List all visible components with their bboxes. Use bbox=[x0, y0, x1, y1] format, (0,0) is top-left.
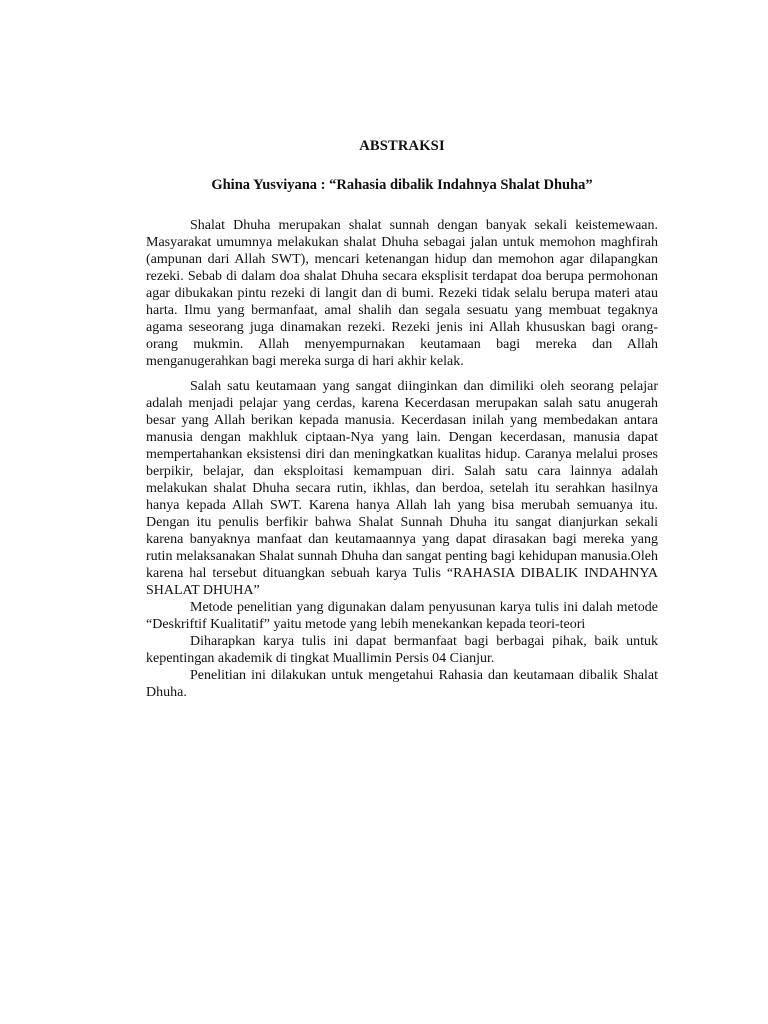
paragraph-1: Shalat Dhuha merupakan shalat sunnah dengan banyak sekali keistemewaan. Masyarakat umumnya melakukan shalat Dhuha sebagai jalan untuk memohon maghfirah (ampunan dari Allah SWT), mencari ketenangan hidup dan memohon agar dilapangkan rezeki. Sebab di dalam doa shalat Dhuha secara eksplisit terdapat doa berupa permohonan agar dibukakan pintu rezeki di langit dan di bumi. Rezeki tidak selalu berupa materi atau harta. Ilmu yang bermanfaat, amal shalih dan segala sesuatu yang membuat tegaknya agama seseorang juga dinamakan rezeki. Rezeki jenis ini Allah khususkan bagi orang-orang mukmin. Allah menyempurnakan keutamaan bagi mereka dan Allah menganugerahkan bagi mereka surga di hari akhir kelak. bbox=[146, 218, 658, 369]
page-title: ABSTRAKSI bbox=[359, 138, 445, 154]
abstract-section bbox=[146, 137, 658, 701]
paragraph-5: Penelitian ini dilakukan untuk mengetahui Rahasia dan keutamaan dibalik Shalat Dhuha. bbox=[146, 668, 658, 700]
author-and-title: Ghina Yusviyana : “Rahasia dibalik Indahnya Shalat Dhuha” bbox=[211, 177, 593, 193]
paragraph-4: Diharapkan karya tulis ini dapat bermanfaat bagi berbagai pihak, baik untuk kepentingan akademik di tingkat Muallimin Persis 04 Cianjur. bbox=[146, 634, 658, 666]
paragraph-3: Metode penelitian yang digunakan dalam penyusunan karya tulis ini dalah metode “Deskriftif Kualitatif” yaitu metode yang lebih menekankan kepada teori-teori bbox=[146, 600, 658, 632]
paragraph-2: Salah satu keutamaan yang sangat diinginkan dan dimiliki oleh seorang pelajar adalah menjadi pelajar yang cerdas, karena Kecerdasan merupakan salah satu anugerah besar yang Allah berikan kepada manusia. Kecerdasan inilah yang membedakan antara manusia dengan makhluk ciptaan-Nya yang lain. Dengan kecerdasan, manusia dapat mempertahankan eksistensi diri dan meningkatkan kualitas hidup. Caranya melalui proses berpikir, belajar, dan eksploitasi kemampuan diri. Salah satu cara lainnya adalah melakukan shalat Dhuha secara rutin, ikhlas, dan berdoa, setelah itu serahkan hasilnya hanya kepada Allah SWT. Karena hanya Allah lah yang bisa merubah semuanya itu. Dengan itu penulis berfikir bahwa Shalat Sunnah Dhuha itu sangat dianjurkan sekali karena banyaknya manfaat dan keutamaannya yang dapat dirasakan bagi mereka yang rutin melaksanakan Shalat sunnah Dhuha dan sangat penting bagi kehidupan manusia.Oleh karena hal tersebut dituangkan sebuah karya Tulis “RAHASIA DIBALIK INDAHNYA SHALAT DHUHA” bbox=[146, 379, 658, 598]
